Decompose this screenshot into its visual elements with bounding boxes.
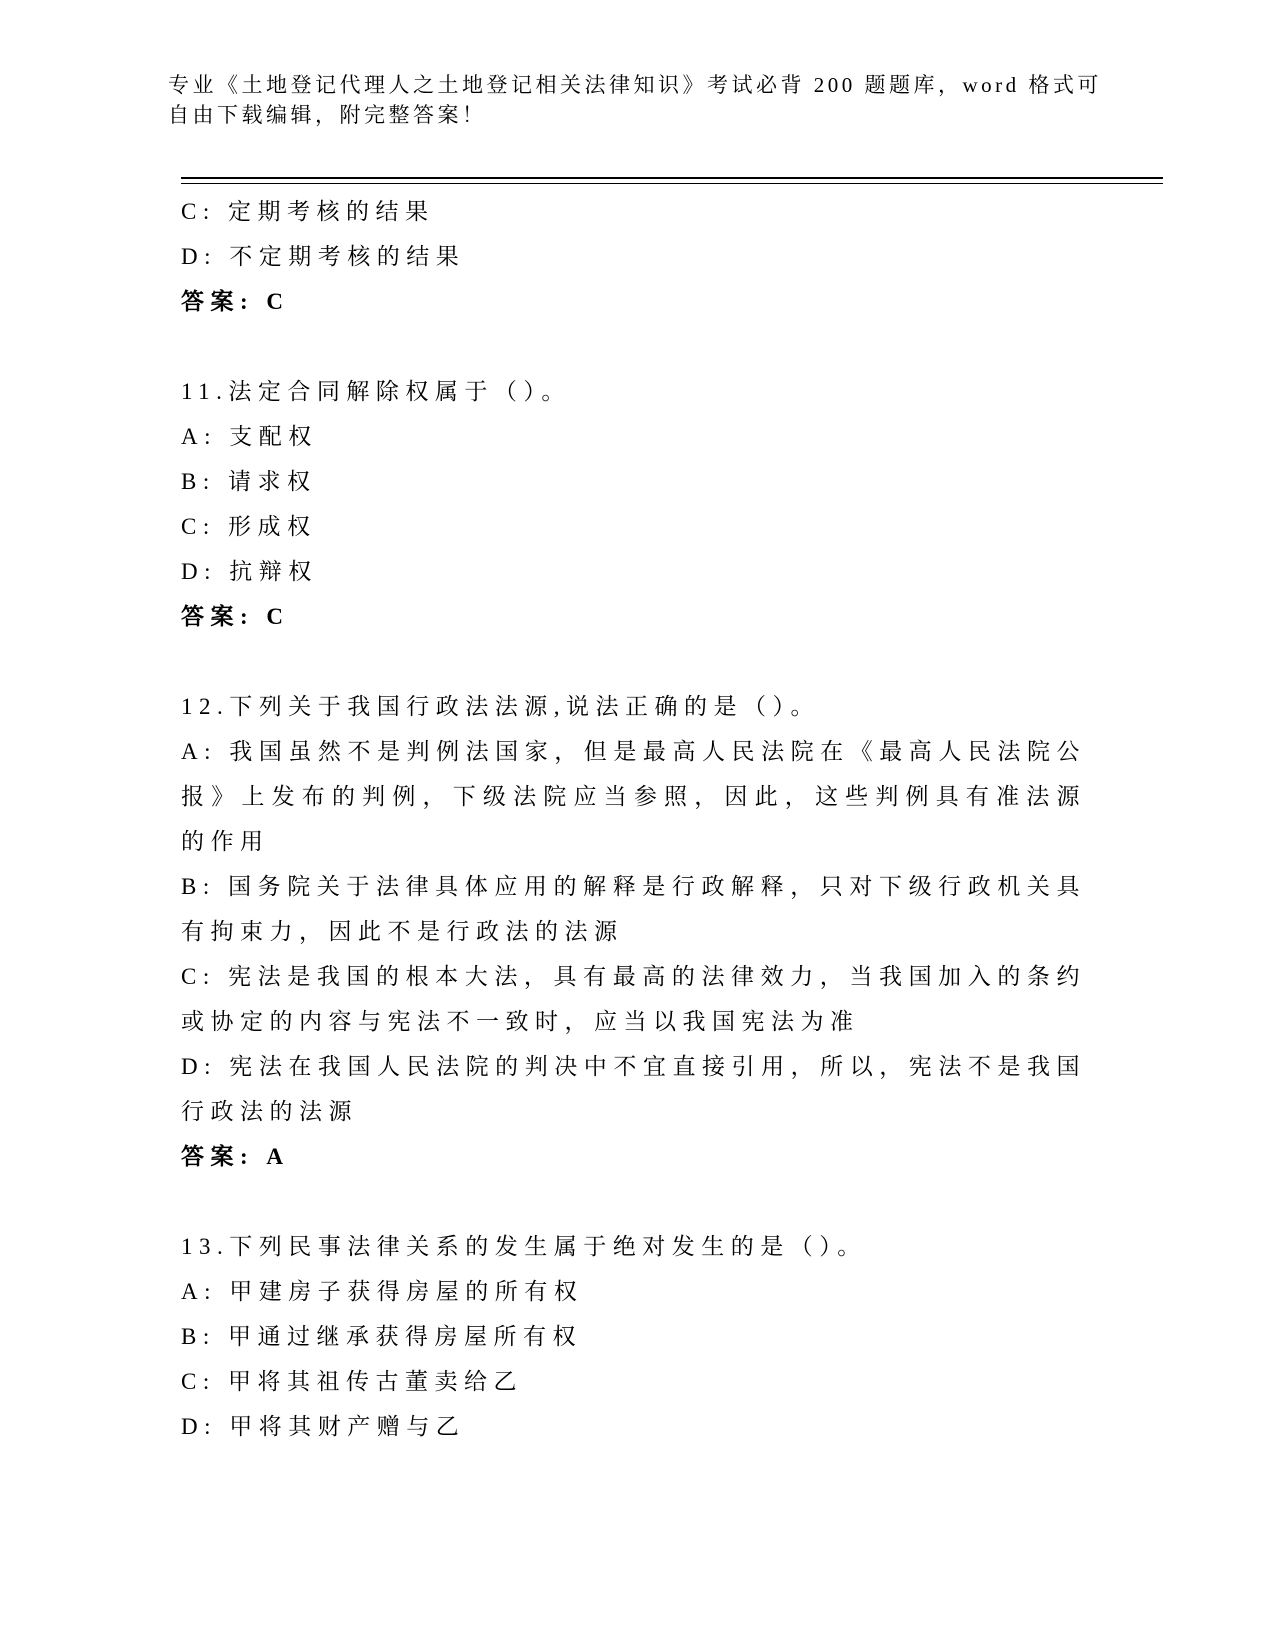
document-body [181, 189, 1086, 1449]
q10-answer: 答案: C [181, 289, 290, 314]
q10-option-c: C: 定期考核的结果 [181, 199, 435, 224]
header-text: 专业《土地登记代理人之土地登记相关法律知识》考试必背 200 题题库，word 格式可自由下载编辑，附完整答案！ [168, 73, 1102, 127]
q12-option-a: A: 我国虽然不是判例法国家，但是最高人民法院在《最高人民法院公报》上发布的判例，下级法院应当参照，因此，这些判例具有准法源的作用 [181, 739, 1086, 854]
q11-answer: 答案: C [181, 604, 290, 629]
header-divider [181, 177, 1163, 184]
q12-option-d: D: 宪法在我国人民法院的判决中不宜直接引用，所以，宪法不是我国行政法的法源 [181, 1054, 1086, 1124]
q11-title: 11.法定合同解除权属于（）。 [181, 379, 571, 404]
q11-option-c: C: 形成权 [181, 514, 317, 539]
q10-option-d: D: 不定期考核的结果 [181, 244, 466, 269]
blank-line [181, 324, 1086, 369]
page-header [168, 70, 1108, 130]
q13-option-c: C: 甲将其祖传古董卖给乙 [181, 1369, 523, 1394]
q13-option-d: D: 甲将其财产赠与乙 [181, 1414, 466, 1439]
q12-title: 12.下列关于我国行政法法源,说法正确的是（）。 [181, 694, 820, 719]
q11-option-a: A: 支配权 [181, 424, 318, 449]
blank-line [181, 1179, 1086, 1224]
q13-option-a: A: 甲建房子获得房屋的所有权 [181, 1279, 584, 1304]
q12-answer: 答案: A [181, 1144, 290, 1169]
q13-title: 13.下列民事法律关系的发生属于绝对发生的是（）。 [181, 1234, 867, 1259]
q13-option-b: B: 甲通过继承获得房屋所有权 [181, 1324, 582, 1349]
q12-option-c: C: 宪法是我国的根本大法，具有最高的法律效力，当我国加入的条约或协定的内容与宪法不一致时，应当以我国宪法为准 [181, 964, 1086, 1034]
blank-line [181, 639, 1086, 684]
q11-option-d: D: 抗辩权 [181, 559, 318, 584]
q12-option-b: B: 国务院关于法律具体应用的解释是行政解释，只对下级行政机关具有拘束力，因此不是行政法的法源 [181, 874, 1086, 944]
q11-option-b: B: 请求权 [181, 469, 317, 494]
